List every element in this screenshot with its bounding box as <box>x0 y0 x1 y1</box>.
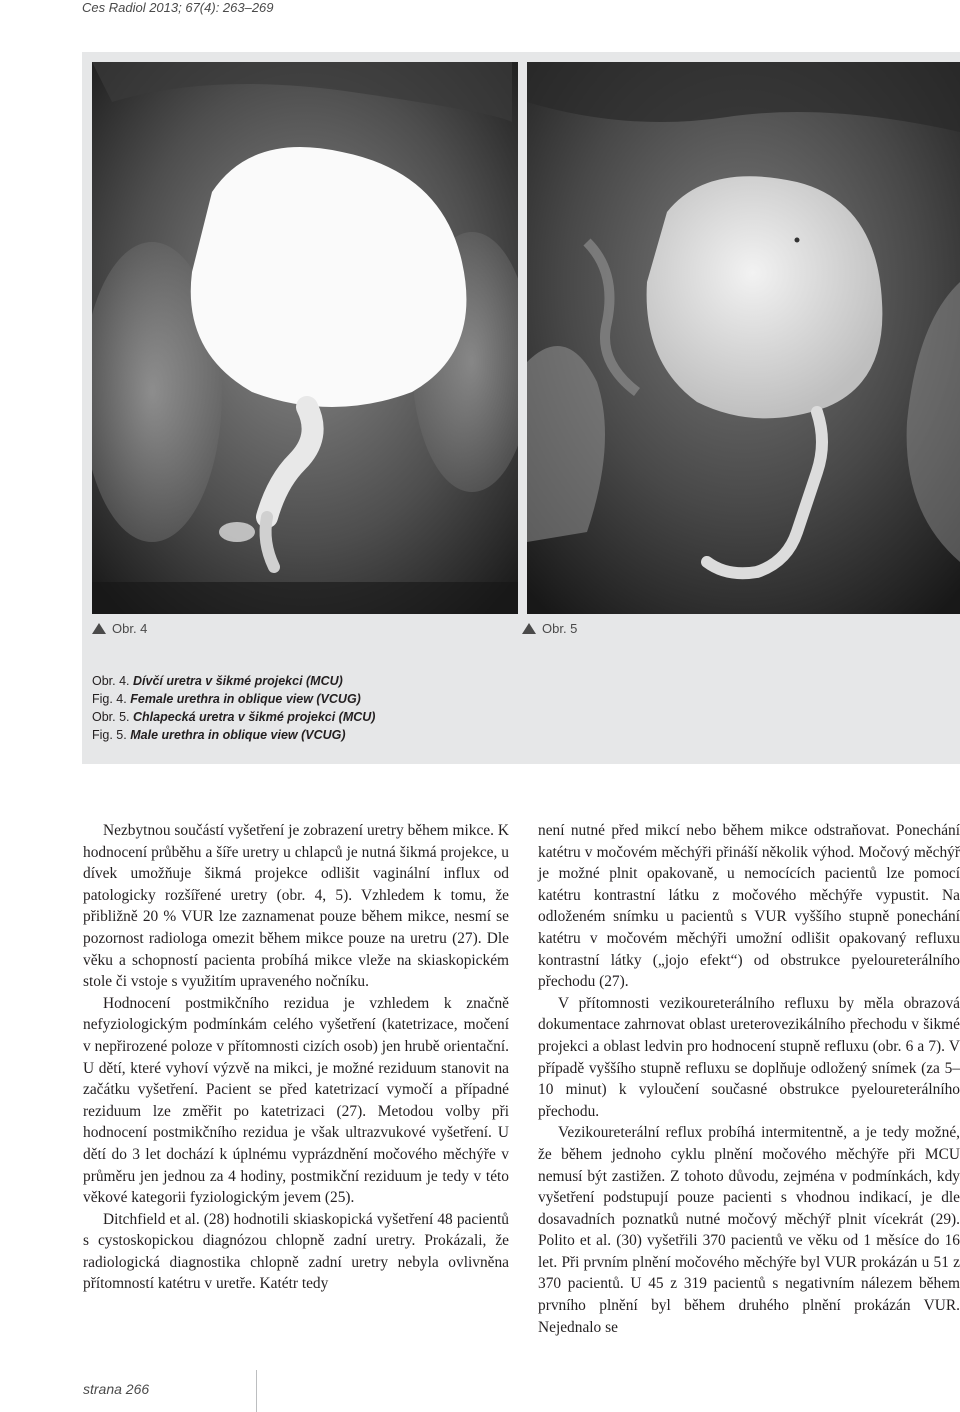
paragraph: V přítomnosti vezikoureterálního refluxu by měla obrazová dokumentace zahrnovat oblast ureterovezikálního přechodu v šikmé projekci a oblast ledvin pro hodnocení stupně refluxu (obr. 6 a 7). V případě vyššího stupně refluxu se doplňuje odložený snímek (za 5–10 minut) k vyloučení současné obstrukce pyeloureterálního přechodu. <box>538 994 960 1120</box>
figure-5-marker <box>522 621 577 636</box>
caption-fig4-cz: Obr. 4. Dívčí uretra v šikmé projekci (MCU) <box>92 674 343 688</box>
figure-captions <box>92 672 375 744</box>
paragraph: Vezikoureterální reflux probíhá intermitentně, a je tedy možné, že během jednoho cyklu plnění močového měchýře při MCU nemusí být zastižen. Z tohoto důvodu, zejména v podmínkách, kdy vyšetření podstupují pouze pacienti s vhodnou indikací, je dle dosavadních poznatků nutné močový měchýř plnit vícekrát (29). Polito et al. (30) vyšetřili 370 pacientů ve věku od 1 měsíce do 16 let. Při prvním plnění močového měchýře byl VUR prokázán u 51 z 370 pacientů. U 45 z 319 pacientů s negativním nálezem během prvního plnění byl během druhého plnění prokázán VUR. Nejednalo se <box>538 1124 960 1336</box>
figure-4-label: Obr. 4 <box>112 621 148 636</box>
caption-fig5-cz: Obr. 5. Chlapecká uretra v šikmé projekci (MCU) <box>92 710 376 724</box>
triangle-up-icon <box>92 623 106 634</box>
paragraph: Ditchfield et al. (28) hodnotili skiaskopická vyšetření 48 pacientů s cystoskopickou diagnózou chlopně zadní uretry. Prokázali, že radiologická diagnostika chlopně zadní uretry nebyla ovlivněna přítomností katétru v uretře. Katétr tedy <box>83 1210 509 1293</box>
page-number: strana 266 <box>83 1381 150 1397</box>
xray-image-female-urethra <box>92 62 518 614</box>
triangle-up-icon <box>522 623 536 634</box>
figure-4-marker <box>92 621 147 636</box>
caption-fig5-en: Fig. 5. Male urethra in oblique view (VCUG) <box>92 728 346 742</box>
xray-image-male-urethra <box>527 62 960 614</box>
text-column-right <box>538 820 960 1338</box>
text-column-left <box>83 820 509 1295</box>
footer-divider <box>256 1370 257 1412</box>
paragraph: Nezbytnou součástí vyšetření je zobrazení uretry během mikce. K hodnocení průběhu a šíře uretry u chlapců je nutná šikmá projekce, u dívek umožňuje šikmá projekce odlišit vaginální influx od patologicky rozšířené uretry (obr. 4, 5). Vzhledem k tomu, že přibližně 20 % VUR lze zaznamenat pouze během mikce, nesmí se pozornost radiologa omezit během mikce pouze na uretru (27). Dle věku a schopností pacienta probíhá mikce vleže na skiaskopickém stole či vstoje s využitím upraveného nočníku. <box>83 822 509 991</box>
caption-fig4-en: Fig. 4. Female urethra in oblique view (VCUG) <box>92 692 361 706</box>
figure-5-label: Obr. 5 <box>542 621 578 636</box>
paragraph: není nutné před mikcí nebo během mikce odstraňovat. Ponechání katétru v močovém měchýři přináší několik výhod. Močový měchýř je možné plnit opakovaně, u nemocících pacientů lze pomocí katétru kontrastní látku z močového měchýře vypustit. Na odloženém snímku u pacientů s VUR vyššího stupně ponechání katétru v močovém měchýři umožní odlišit opakovaný refluxu kontrastní látky („jojo efekt“) od obstrukce pyeloureterálního přechodu (27). <box>538 822 960 991</box>
paragraph: Hodnocení postmikčního rezidua je vzhledem k značně nefyziologickým podmínkám celého vyšetření (katetrizace, močení v nepřirozené poloze v přítomnosti cizích osob) jen hrubě orientační. U dětí, které vyhoví výzvě na mikci, je možné reziduum stanovit na začátku vyšetření. Pacient se před katetrizací vymočí a případné reziduum lze změřit po katetrizaci (27). Metodou volby při hodnocení postmikčního rezidua je však ultrazvukové vyšetření. U dětí do 3 let dochází k úplnému vyprázdnění močového měchýře v průměru jen jednou za 4 hodiny, postmikční reziduum je tedy v této věkové kategorii fyziologickým jevem (25). <box>83 994 509 1207</box>
journal-header: Ces Radiol 2013; 67(4): 263–269 <box>82 0 274 15</box>
